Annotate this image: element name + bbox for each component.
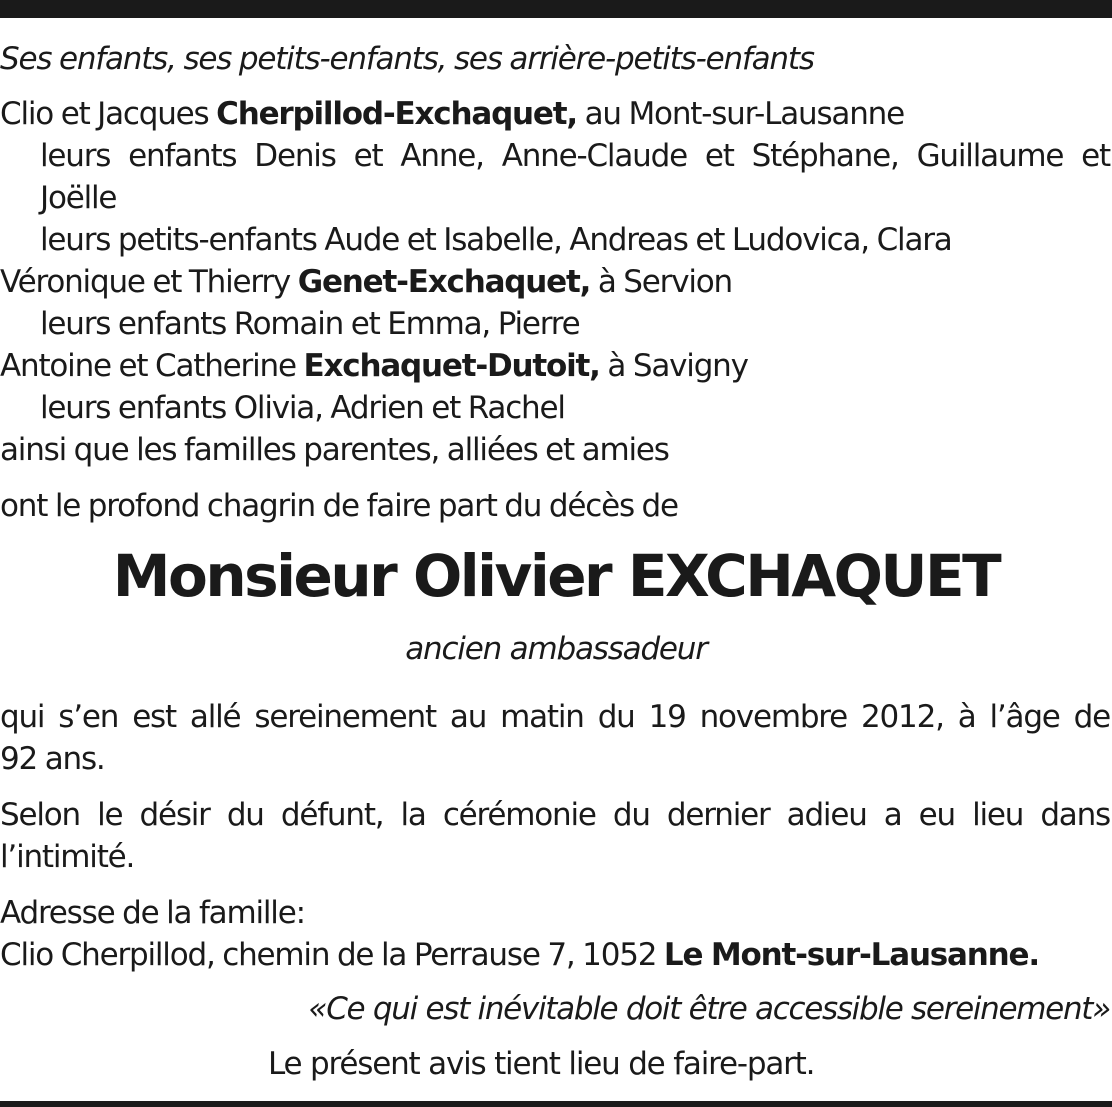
ceremony-text-1: Selon le désir du défunt, la cérémonie du dernier adieu a eu lieu dans xyxy=(0,797,1110,833)
relatives-line xyxy=(0,431,669,469)
closing-quote: «Ce qui est inévitable doit être accessible sereinement» xyxy=(308,991,1110,1027)
family-1-children-text-1: leurs enfants Denis et Anne, Anne-Claude et Stéphane, Guillaume et xyxy=(40,138,1110,174)
address-line xyxy=(0,936,1039,974)
family-1-children-line-1 xyxy=(40,137,1110,175)
address-label-text: Adresse de la famille: xyxy=(0,895,305,931)
family-1-place: au Mont-sur-Lausanne xyxy=(584,96,904,132)
family-1-names: Clio et Jacques xyxy=(0,96,209,132)
family-2-children xyxy=(40,305,580,343)
passing-text-1: qui s’en est allé sereinement au matin du 19 novembre 2012, à l’âge de xyxy=(0,699,1110,735)
address-city: Le Mont-sur-Lausanne. xyxy=(663,937,1039,973)
family-1-children-text-2: Joëlle xyxy=(40,180,117,216)
family-3-children-text: leurs enfants Olivia, Adrien et Rachel xyxy=(40,390,565,426)
top-rule xyxy=(0,0,1112,18)
deceased-title: ancien ambassadeur xyxy=(405,631,707,667)
family-2-place: à Servion xyxy=(597,264,732,300)
passing-line-2 xyxy=(0,740,105,778)
family-3-surname: Exchaquet-Dutoit, xyxy=(303,348,600,384)
announcement-line xyxy=(0,487,678,525)
passing-text-2: 92 ans. xyxy=(0,741,105,777)
family-3-children xyxy=(40,389,565,427)
family-2-children-text: leurs enfants Romain et Emma, Pierre xyxy=(40,306,580,342)
ceremony-line-2 xyxy=(0,838,134,876)
relatives-text: ainsi que les familles parentes, alliées et amies xyxy=(0,432,669,468)
closing-note: Le présent avis tient lieu de faire-part. xyxy=(268,1046,815,1082)
address-text: Clio Cherpillod, chemin de la Perrause 7, 1052 xyxy=(0,937,657,973)
family-1-grandchildren xyxy=(40,221,952,259)
family-3-heading xyxy=(0,347,748,385)
ceremony-text-2: l’intimité. xyxy=(0,839,135,875)
announcement-text: ont le profond chagrin de faire part du décès de xyxy=(0,488,678,524)
family-2-surname: Genet-Exchaquet, xyxy=(297,264,591,300)
family-1-heading xyxy=(0,95,904,133)
family-1-surname: Cherpillod-Exchaquet, xyxy=(216,96,577,132)
address-label xyxy=(0,894,305,932)
family-3-names: Antoine et Catherine xyxy=(0,348,296,384)
family-2-heading xyxy=(0,263,732,301)
family-1-children-line-2 xyxy=(40,179,116,217)
passing-line-1 xyxy=(0,698,1110,736)
ceremony-line-1 xyxy=(0,796,1110,834)
family-1-grandchildren-text: leurs petits-enfants Aude et Isabelle, Andreas et Ludovica, Clara xyxy=(40,222,952,258)
header-line xyxy=(0,40,814,78)
bottom-rule xyxy=(0,1101,1112,1107)
header-text: Ses enfants, ses petits-enfants, ses arrière-petits-enfants xyxy=(0,41,814,77)
family-2-names: Véronique et Thierry xyxy=(0,264,291,300)
family-3-place: à Savigny xyxy=(607,348,748,384)
deceased-name: Monsieur Olivier EXCHAQUET xyxy=(112,542,1000,610)
